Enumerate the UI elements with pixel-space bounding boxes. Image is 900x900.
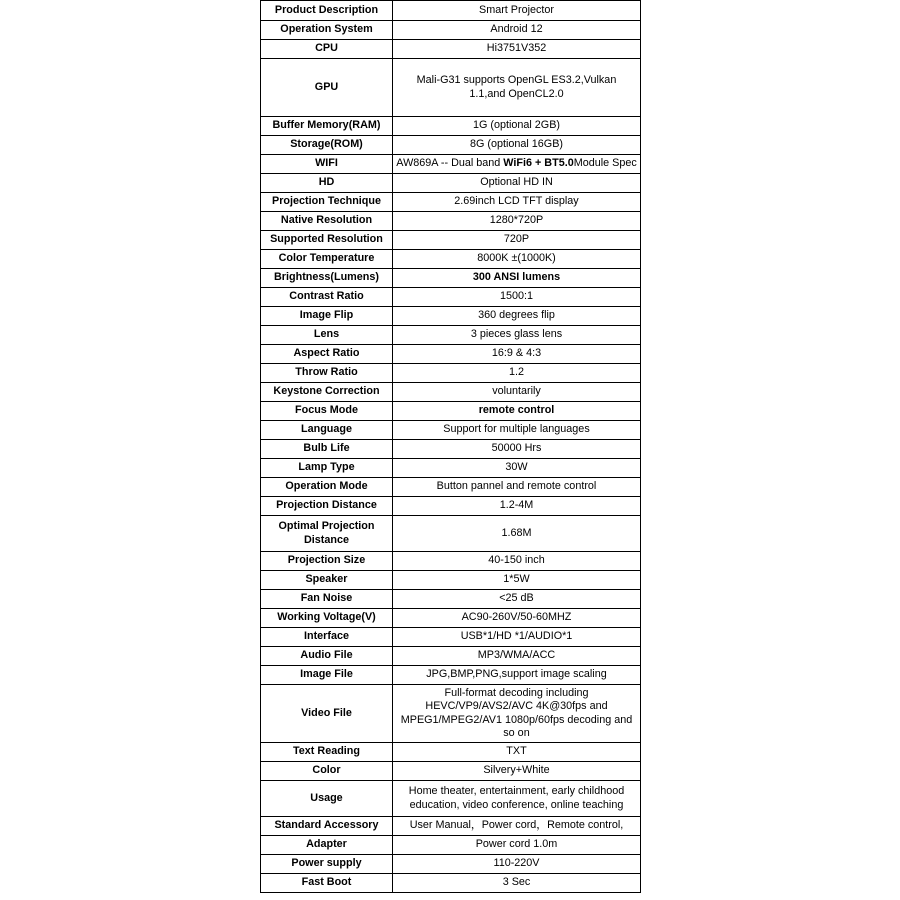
spec-value: Hi3751V352 [393, 40, 641, 59]
spec-value: 30W [393, 459, 641, 478]
spec-label: Buffer Memory(RAM) [261, 117, 393, 136]
spec-value: 1*5W [393, 571, 641, 590]
table-row [261, 685, 641, 743]
spec-value: 1280*720P [393, 212, 641, 231]
spec-label: Working Voltage(V) [261, 609, 393, 628]
spec-value: 40-150 inch [393, 552, 641, 571]
spec-value: 1.68M [393, 516, 641, 552]
spec-value: 50000 Hrs [393, 440, 641, 459]
spec-label: Usage [261, 781, 393, 817]
spec-value: Home theater, entertainment, early childhood education, video conference, online teaching [393, 781, 641, 817]
table-row [261, 174, 641, 193]
table-row [261, 647, 641, 666]
spec-value: MP3/WMA/ACC [393, 647, 641, 666]
spec-value: Silvery+White [393, 762, 641, 781]
spec-label: Fan Noise [261, 590, 393, 609]
spec-value [393, 155, 641, 174]
table-row [261, 288, 641, 307]
spec-value-part: Module Spec [573, 157, 637, 170]
table-row [261, 345, 641, 364]
table-row [261, 40, 641, 59]
spec-label: Brightness(Lumens) [261, 269, 393, 288]
spec-value: 1.2 [393, 364, 641, 383]
spec-label: Power supply [261, 855, 393, 874]
spec-label: Language [261, 421, 393, 440]
spec-value: 720P [393, 231, 641, 250]
spec-value-bold: WiFi6 + BT5.0 [503, 157, 574, 170]
table-row [261, 817, 641, 836]
spec-value-part: AW869A -- Dual band [396, 157, 504, 170]
spec-label: Bulb Life [261, 440, 393, 459]
spec-value: JPG,BMP,PNG,support image scaling [393, 666, 641, 685]
spec-value: remote control [393, 402, 641, 421]
table-row [261, 364, 641, 383]
spec-value: Optional HD IN [393, 174, 641, 193]
spec-label: Projection Technique [261, 193, 393, 212]
spec-value: TXT [393, 743, 641, 762]
spec-value: 1.2-4M [393, 497, 641, 516]
spec-value: AC90-260V/50-60MHZ [393, 609, 641, 628]
table-row [261, 59, 641, 117]
table-row [261, 590, 641, 609]
spec-label: Speaker [261, 571, 393, 590]
spec-label: Fast Boot [261, 874, 393, 893]
spec-value: Smart Projector [393, 1, 641, 21]
spec-label: Optimal Projection Distance [261, 516, 393, 552]
table-row [261, 459, 641, 478]
spec-label: Lamp Type [261, 459, 393, 478]
spec-value: 1G (optional 2GB) [393, 117, 641, 136]
spec-value: 360 degrees flip [393, 307, 641, 326]
spec-value: Button pannel and remote control [393, 478, 641, 497]
table-row [261, 269, 641, 288]
spec-value: User Manual，Power cord，Remote control, [393, 817, 641, 836]
table-row [261, 383, 641, 402]
spec-label: Focus Mode [261, 402, 393, 421]
spec-value: Mali-G31 supports OpenGL ES3.2,Vulkan 1.1,and OpenCL2.0 [393, 59, 641, 117]
spec-label: Standard Accessory [261, 817, 393, 836]
table-row [261, 743, 641, 762]
table-row [261, 666, 641, 685]
spec-label: Lens [261, 326, 393, 345]
spec-label: Operation System [261, 21, 393, 40]
table-row [261, 326, 641, 345]
spec-label: Interface [261, 628, 393, 647]
table-row [261, 781, 641, 817]
spec-label: Color [261, 762, 393, 781]
spec-label: Supported Resolution [261, 231, 393, 250]
spec-label: Projection Size [261, 552, 393, 571]
spec-label: GPU [261, 59, 393, 117]
spec-label: Adapter [261, 836, 393, 855]
spec-label: Operation Mode [261, 478, 393, 497]
table-row [261, 497, 641, 516]
table-row [261, 307, 641, 326]
table-row [261, 874, 641, 893]
spec-value: 3 Sec [393, 874, 641, 893]
spec-label: Color Temperature [261, 250, 393, 269]
specification-table [260, 0, 641, 893]
spec-value: 1500:1 [393, 288, 641, 307]
table-row [261, 762, 641, 781]
spec-label: Throw Ratio [261, 364, 393, 383]
table-row [261, 250, 641, 269]
table-row [261, 136, 641, 155]
spec-value: Full-format decoding including HEVC/VP9/AVS2/AVC 4K@30fps and MPEG1/MPEG2/AV1 1080p/60fps decoding and so on [393, 685, 641, 743]
spec-label: WIFI [261, 155, 393, 174]
spec-label: CPU [261, 40, 393, 59]
table-row [261, 193, 641, 212]
spec-value: 8000K ±(1000K) [393, 250, 641, 269]
table-row [261, 628, 641, 647]
spec-value: 300 ANSI lumens [393, 269, 641, 288]
spec-label: Aspect Ratio [261, 345, 393, 364]
spec-value: Support for multiple languages [393, 421, 641, 440]
table-row [261, 402, 641, 421]
spec-value: <25 dB [393, 590, 641, 609]
spec-label: Storage(ROM) [261, 136, 393, 155]
table-row [261, 609, 641, 628]
spec-label: HD [261, 174, 393, 193]
spec-value: voluntarily [393, 383, 641, 402]
table-row [261, 1, 641, 21]
table-row [261, 21, 641, 40]
table-row [261, 552, 641, 571]
spec-label: Keystone Correction [261, 383, 393, 402]
table-row [261, 117, 641, 136]
table-row [261, 440, 641, 459]
spec-value: Android 12 [393, 21, 641, 40]
table-row [261, 516, 641, 552]
spec-label: Product Description [261, 1, 393, 21]
spec-value: USB*1/HD *1/AUDIO*1 [393, 628, 641, 647]
table-row [261, 421, 641, 440]
spec-value: 2.69inch LCD TFT display [393, 193, 641, 212]
table-row [261, 836, 641, 855]
spec-value: Power cord 1.0m [393, 836, 641, 855]
spec-label: Image File [261, 666, 393, 685]
spec-value: 3 pieces glass lens [393, 326, 641, 345]
spec-label: Video File [261, 685, 393, 743]
table-row [261, 231, 641, 250]
spec-value: 110-220V [393, 855, 641, 874]
spec-value: 8G (optional 16GB) [393, 136, 641, 155]
spec-label: Image Flip [261, 307, 393, 326]
table-row [261, 478, 641, 497]
spec-label: Audio File [261, 647, 393, 666]
spec-label: Text Reading [261, 743, 393, 762]
spec-label: Projection Distance [261, 497, 393, 516]
spec-label: Native Resolution [261, 212, 393, 231]
table-row [261, 212, 641, 231]
table-row [261, 855, 641, 874]
table-row [261, 155, 641, 174]
spec-label: Contrast Ratio [261, 288, 393, 307]
table-row [261, 571, 641, 590]
spec-value: 16:9 & 4:3 [393, 345, 641, 364]
